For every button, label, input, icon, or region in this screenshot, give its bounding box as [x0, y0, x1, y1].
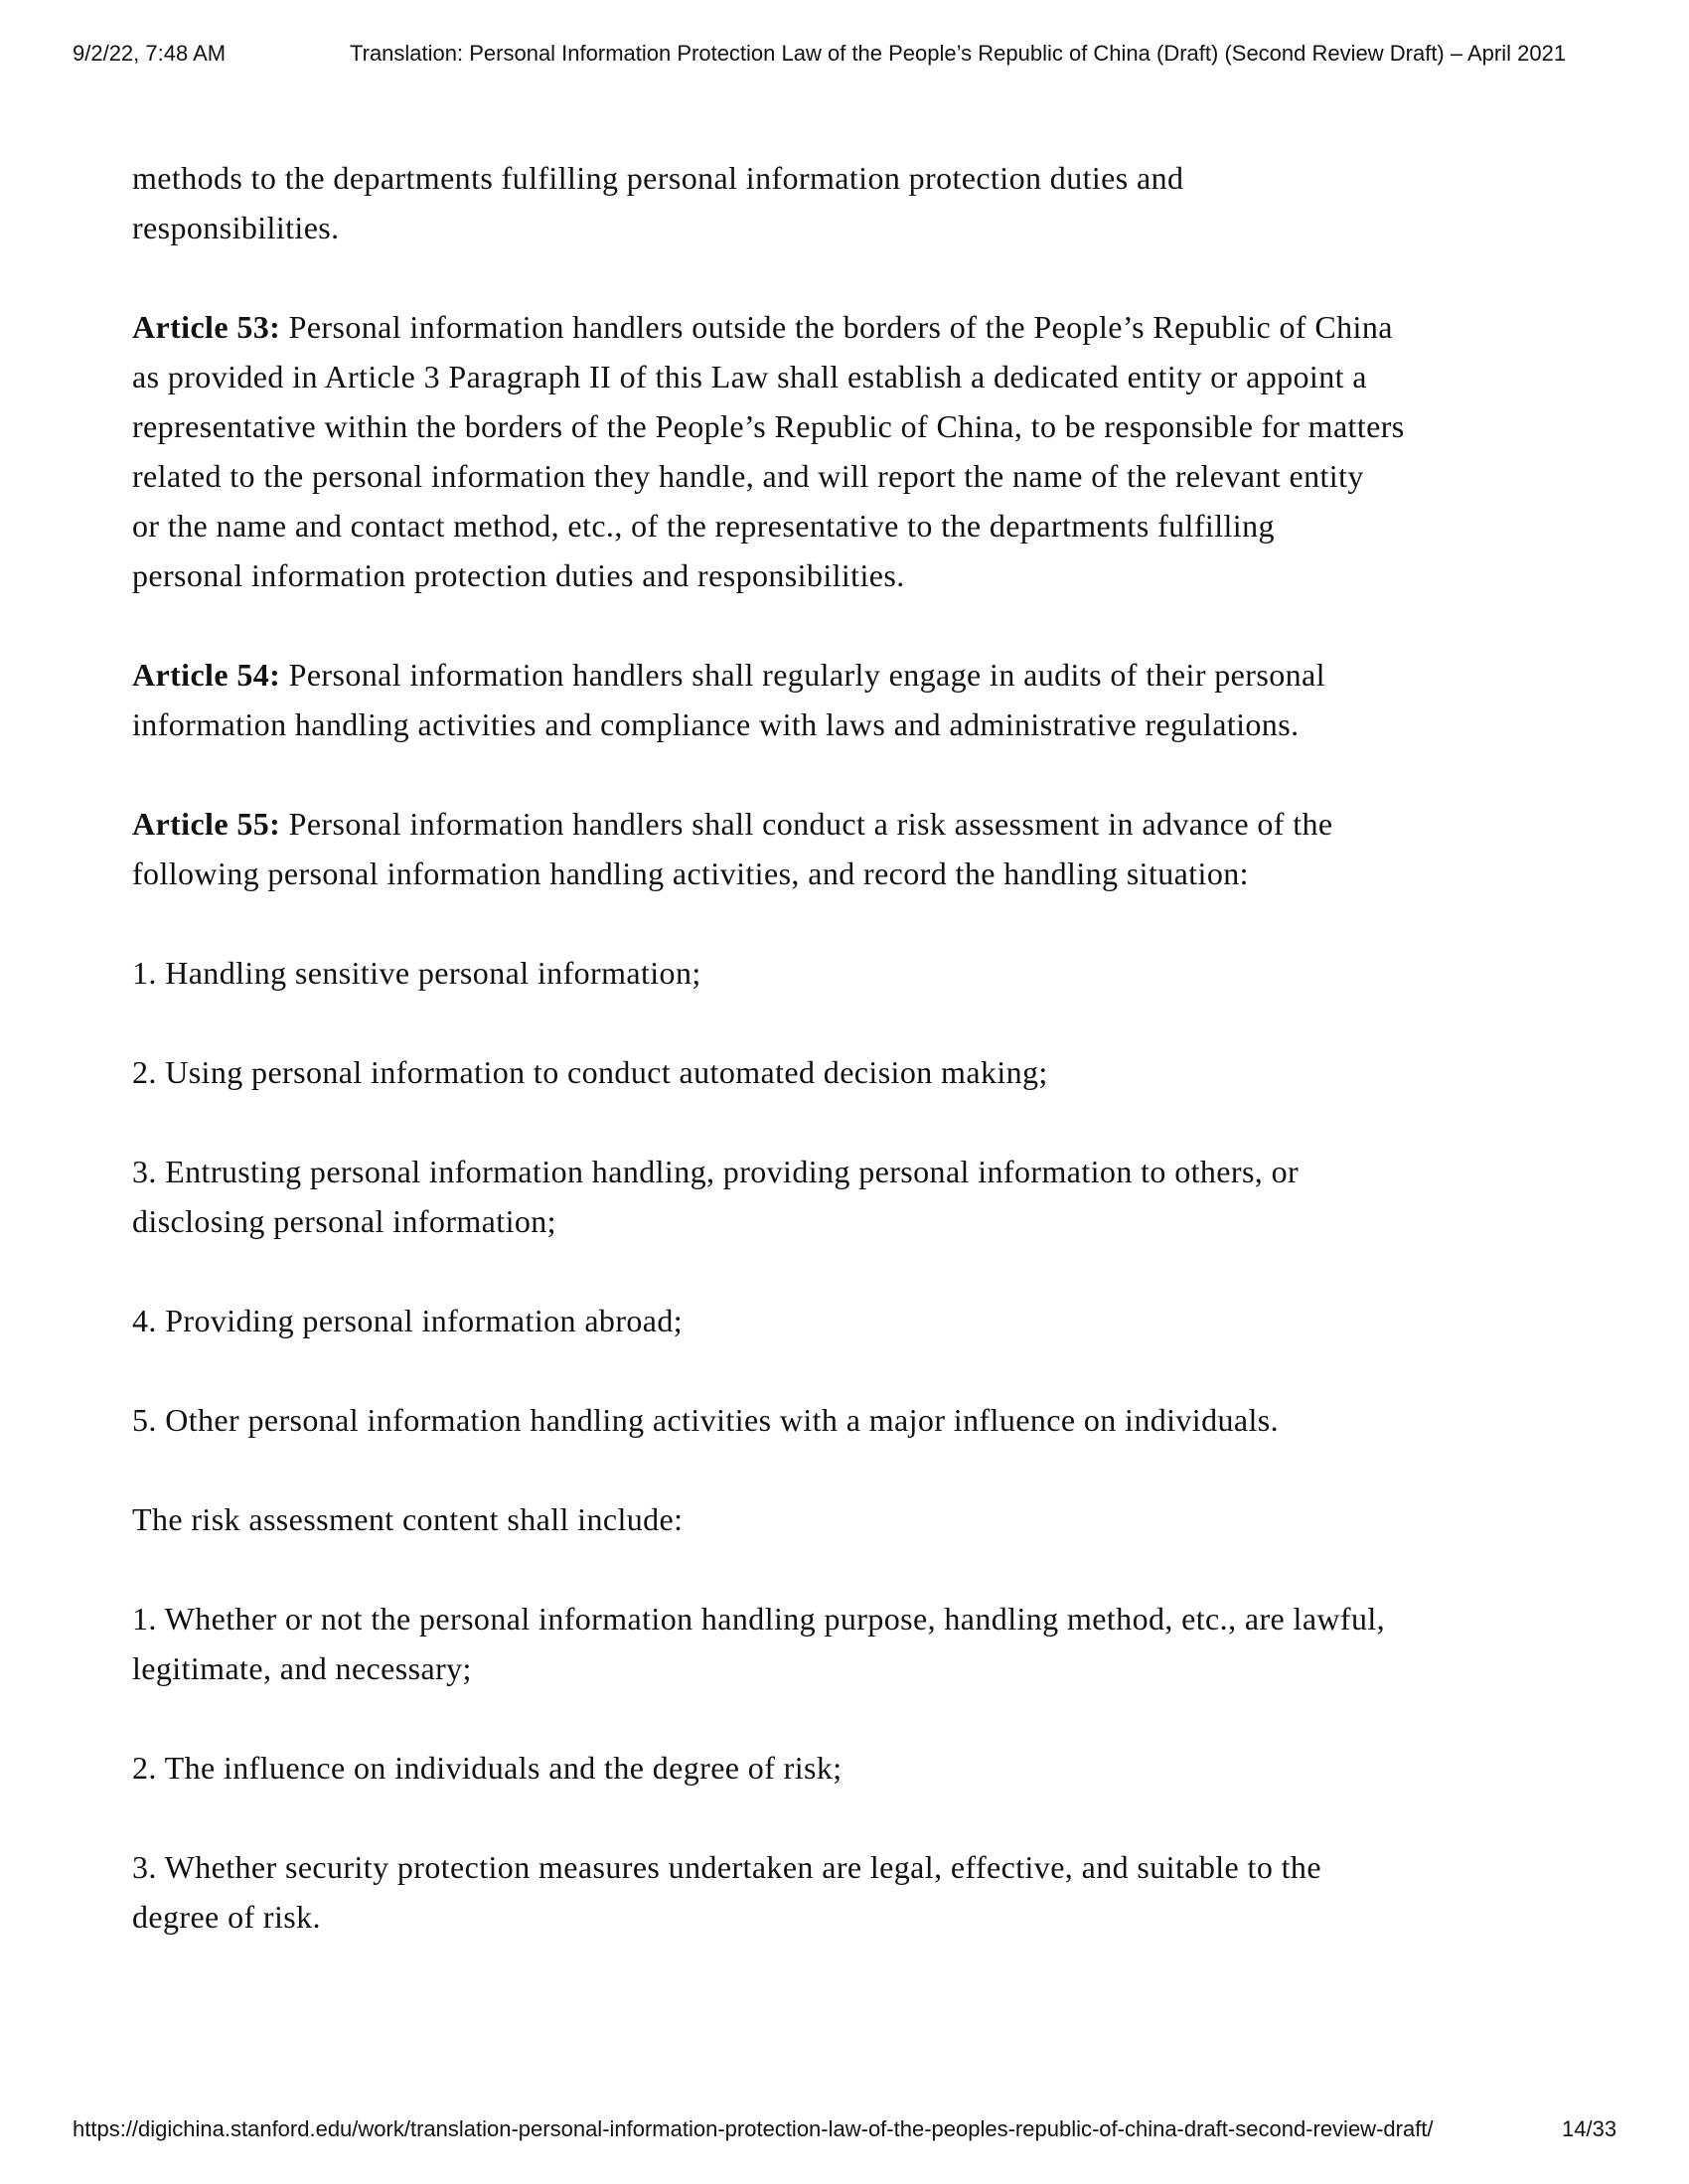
content-item-1: 1. Whether or not the personal information handling purpose, handling method, etc., are lawful, [132, 1601, 1386, 1637]
article-54-label: Article 54: [132, 657, 281, 693]
paragraph-line: responsibilities. [132, 210, 340, 245]
article-54-text: Personal information handlers shall regularly engage in audits of their personal [280, 657, 1325, 693]
article-53-line: as provided in Article 3 Paragraph II of this Law shall establish a dedicated entity or appoint a [132, 359, 1367, 394]
print-footer-url: https://digichina.stanford.edu/work/translation-personal-information-protection-law-of-the-peoples-republic-of-china-draft-second-review-draft/ [73, 2116, 1434, 2141]
activity-item-4: 4. Providing personal information abroad; [132, 1303, 684, 1338]
article-55-line: following personal information handling activities, and record the handling situation: [132, 856, 1249, 891]
paragraph-line: methods to the departments fulfilling personal information protection duties and [132, 160, 1184, 196]
article-55-label: Article 55: [132, 806, 281, 842]
article-53-line: representative within the borders of the People’s Republic of China, to be responsible for matters [132, 408, 1405, 444]
content-intro: The risk assessment content shall include: [132, 1501, 684, 1537]
article-55-line [132, 799, 1333, 849]
content-item-3: 3. Whether security protection measures undertaken are legal, effective, and suitable to the [132, 1849, 1321, 1885]
print-header-title: Translation: Personal Information Protection Law of the People’s Republic of China (Draft) (Second Review Draft) – April 2021 [350, 41, 1567, 66]
article-55-text: Personal information handlers shall conduct a risk assessment in advance of the [280, 806, 1333, 842]
content-item-2: 2. The influence on individuals and the degree of risk; [132, 1750, 843, 1786]
activity-item-2: 2. Using personal information to conduct automated decision making; [132, 1054, 1048, 1090]
print-footer-page-number: 14/33 [1562, 2116, 1617, 2141]
activity-item-3-cont: disclosing personal information; [132, 1203, 556, 1239]
content-item-1-cont: legitimate, and necessary; [132, 1650, 472, 1686]
print-header-datetime: 9/2/22, 7:48 AM [73, 41, 227, 66]
article-53-line: related to the personal information they handle, and will report the name of the relevant entity [132, 458, 1364, 494]
article-53-label: Article 53: [132, 309, 281, 345]
activity-item-1: 1. Handling sensitive personal information; [132, 955, 701, 991]
article-53-line [132, 302, 1393, 352]
content-item-3-cont: degree of risk. [132, 1899, 321, 1935]
article-53-line: personal information protection duties and responsibilities. [132, 557, 905, 593]
activity-item-5: 5. Other personal information handling activities with a major influence on individuals. [132, 1402, 1280, 1438]
article-54-line [132, 650, 1325, 700]
article-53-text: Personal information handlers outside the borders of the People’s Republic of China [280, 309, 1393, 345]
article-53-line: or the name and contact method, etc., of the representative to the departments fulfilling [132, 508, 1275, 544]
article-54-line: information handling activities and compliance with laws and administrative regulations. [132, 706, 1300, 742]
activity-item-3: 3. Entrusting personal information handling, providing personal information to others, or [132, 1154, 1300, 1189]
